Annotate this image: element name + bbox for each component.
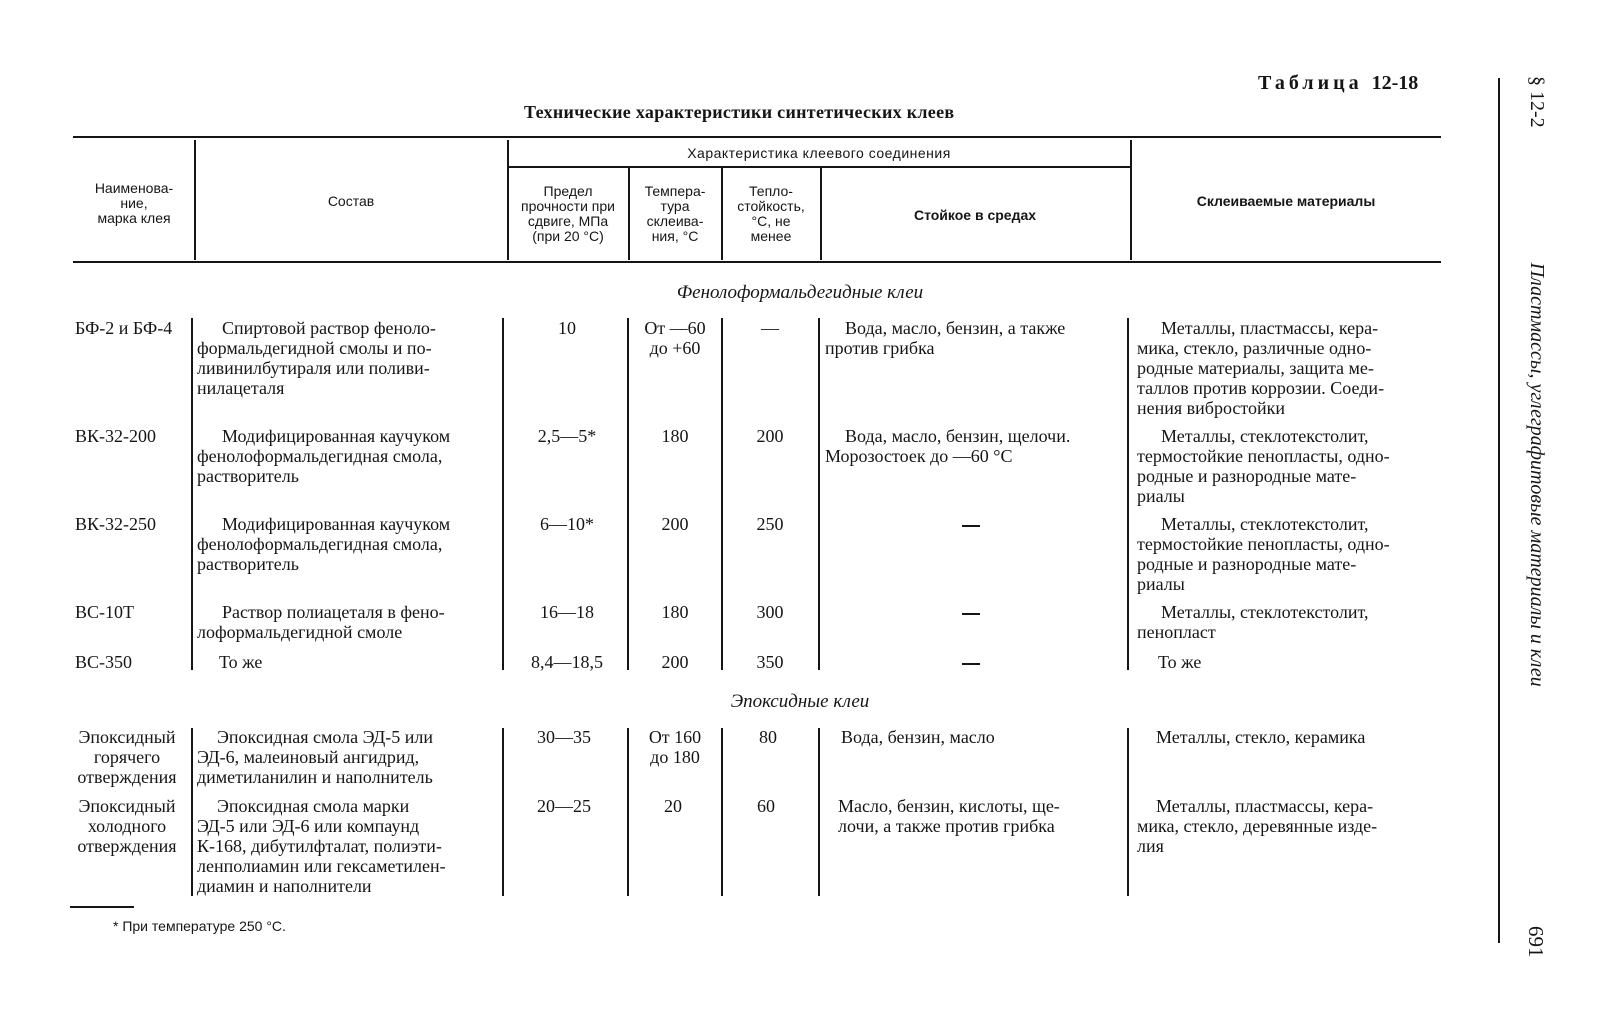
empty-media-dash bbox=[962, 663, 980, 665]
row-composition-cont bbox=[197, 338, 497, 398]
row-temperature: 180 bbox=[661, 602, 689, 622]
composition-line: лоформальдегидной смоле bbox=[197, 622, 403, 642]
row-media bbox=[825, 318, 1123, 338]
body-separator bbox=[721, 318, 723, 670]
row-strength: 16—18 bbox=[540, 602, 594, 622]
row-composition-cont bbox=[197, 747, 497, 787]
row-materials-cont bbox=[1137, 338, 1437, 418]
row-name: ВС-10Т bbox=[75, 602, 135, 622]
header-heat-line: менее bbox=[750, 228, 792, 244]
materials-line: термостойкие пенопласты, одно- bbox=[1137, 446, 1390, 466]
composition-line: ЭД-6, малеиновый ангидрид, bbox=[197, 747, 420, 767]
materials-line: родные и разнородные мате- bbox=[1137, 466, 1357, 486]
table-caption: Технические характеристики синтетических клеев bbox=[524, 102, 955, 122]
composition-line: фенолоформальдегидная смола, bbox=[197, 446, 443, 466]
header-heat-line: стойкость, bbox=[737, 198, 805, 214]
header-heat-resistance bbox=[722, 182, 820, 246]
header-strength bbox=[506, 182, 630, 246]
media-line: Вода, масло, бензин, щелочи. bbox=[845, 426, 1071, 446]
empty-media-dash bbox=[962, 613, 980, 615]
row-composition bbox=[197, 796, 494, 816]
header-heat-line: Тепло- bbox=[749, 183, 793, 199]
composition-line: нилацеталя bbox=[197, 378, 285, 398]
body-separator bbox=[818, 728, 820, 896]
row-composition bbox=[197, 426, 497, 446]
empty-media-dash bbox=[962, 525, 980, 527]
materials-line: Металлы, стеклотекстолит, bbox=[1161, 514, 1369, 534]
composition-line: диметиланилин и наполнитель bbox=[197, 767, 433, 787]
running-title bbox=[1525, 76, 1548, 936]
temperature-line: до +60 bbox=[649, 338, 701, 358]
row-composition-cont bbox=[197, 622, 497, 642]
materials-line: Металлы, стеклотекстолит, bbox=[1161, 602, 1369, 622]
media-line: против грибка bbox=[825, 338, 935, 358]
body-separator bbox=[191, 728, 193, 896]
row-materials bbox=[1137, 318, 1437, 338]
row-temperature: 20 bbox=[664, 796, 682, 816]
row-strength: 2,5—5* bbox=[537, 426, 597, 446]
page-number: 691 bbox=[1524, 926, 1548, 958]
row-strength: 20—25 bbox=[537, 796, 591, 816]
row-heat: 200 bbox=[756, 426, 784, 446]
materials-line: нения вибростойки bbox=[1137, 398, 1286, 418]
row-composition bbox=[197, 514, 497, 534]
row-materials: То же bbox=[1158, 652, 1202, 672]
running-title-text: Пластмассы, углеграфитовые материалы и клеи bbox=[1526, 262, 1548, 687]
row-heat: 80 bbox=[759, 727, 777, 747]
header-name-line: ние, bbox=[120, 194, 148, 211]
media-line: Морозостоек до —60 °С bbox=[825, 446, 1013, 466]
row-media-cont bbox=[838, 816, 1114, 836]
composition-line: К-168, дибутилфталат, полиэти- bbox=[197, 836, 442, 856]
body-separator bbox=[1127, 318, 1129, 670]
row-strength: 10 bbox=[558, 318, 576, 338]
table-label-word: Таблица bbox=[1258, 72, 1363, 94]
section-title-epoxy: Эпоксидные клеи bbox=[730, 691, 870, 712]
header-strength-line: сдвиге, МПа bbox=[527, 213, 609, 229]
row-composition-cont bbox=[197, 534, 497, 574]
row-temperature: 200 bbox=[661, 652, 689, 672]
header-materials: Склеиваемые материалы bbox=[1196, 192, 1376, 209]
row-materials bbox=[1137, 602, 1437, 622]
row-heat: 250 bbox=[756, 514, 784, 534]
header-media: Стойкое в средах bbox=[913, 206, 1037, 223]
table-top-rule bbox=[73, 136, 1441, 138]
row-heat: 60 bbox=[757, 796, 775, 816]
header-temperature bbox=[630, 182, 720, 246]
temperature-line: От —60 bbox=[644, 318, 706, 338]
row-materials-cont bbox=[1137, 816, 1433, 856]
header-temperature-line: тура bbox=[660, 198, 690, 214]
header-strength-line: (при 20 °С) bbox=[532, 228, 604, 244]
row-strength: 30—35 bbox=[537, 727, 591, 747]
body-separator bbox=[627, 318, 629, 670]
materials-line: мика, стекло, различные одно- bbox=[1137, 338, 1372, 358]
row-materials-cont bbox=[1137, 446, 1437, 506]
composition-line: Раствор полиацеталя в фено- bbox=[222, 602, 445, 622]
row-temperature: 180 bbox=[661, 426, 689, 446]
media-line: Вода, масло, бензин, а также bbox=[845, 318, 1066, 338]
row-name: ВК-32-200 bbox=[75, 426, 156, 446]
row-name: БФ-2 и БФ-4 bbox=[75, 318, 173, 338]
row-heat: 350 bbox=[756, 652, 784, 672]
header-joint-characteristics: Характеристика клеевого соединения bbox=[687, 144, 951, 161]
temperature-line: От 160 bbox=[648, 727, 702, 747]
row-composition-cont bbox=[197, 446, 497, 486]
composition-line: Модифицированная каучуком bbox=[222, 514, 451, 534]
composition-line: Эпоксидная смола марки bbox=[217, 796, 410, 816]
group-header-rule bbox=[508, 166, 1130, 168]
row-composition bbox=[197, 318, 497, 338]
materials-line: лия bbox=[1137, 836, 1164, 856]
row-name: ВК-32-250 bbox=[75, 514, 156, 534]
name-line: Эпоксидный bbox=[78, 796, 176, 816]
composition-line: растворитель bbox=[197, 466, 299, 486]
row-materials bbox=[1137, 796, 1433, 816]
temperature-line: до 180 bbox=[650, 747, 700, 767]
row-media bbox=[838, 796, 1114, 816]
header-name-line: Наименова- bbox=[94, 179, 174, 196]
row-composition: То же bbox=[219, 652, 263, 672]
row-heat: — bbox=[761, 318, 779, 338]
composition-line: Эпоксидная смола ЭД-5 или bbox=[217, 727, 433, 747]
header-strength-line: прочности при bbox=[521, 198, 615, 214]
header-name-line: марка клея bbox=[97, 209, 171, 226]
materials-line: Металлы, пластмассы, кера- bbox=[1156, 796, 1374, 816]
materials-line: риалы bbox=[1137, 486, 1185, 506]
materials-line: пенопласт bbox=[1137, 622, 1216, 642]
margin-rule bbox=[1498, 78, 1500, 943]
row-temperature bbox=[630, 727, 720, 767]
row-composition bbox=[197, 602, 497, 622]
row-media: Вода, бензин, масло bbox=[841, 727, 995, 747]
row-temperature bbox=[630, 318, 720, 358]
row-name: ВС-350 bbox=[75, 652, 133, 672]
header-bottom-rule bbox=[73, 261, 1441, 263]
materials-line: родные материалы, защита ме- bbox=[1137, 358, 1374, 378]
footnote-rule bbox=[70, 906, 134, 908]
table-label bbox=[1258, 72, 1418, 95]
row-materials-cont bbox=[1137, 534, 1437, 594]
materials-line: Металлы, пластмассы, кера- bbox=[1161, 318, 1379, 338]
row-media-cont bbox=[825, 338, 1123, 358]
header-name bbox=[76, 178, 192, 228]
body-separator bbox=[1127, 728, 1129, 896]
composition-line: Спиртовой раствор феноло- bbox=[222, 318, 436, 338]
row-materials bbox=[1137, 426, 1437, 446]
composition-line: ленполиамин или гексаметилен- bbox=[197, 856, 446, 876]
name-line: горячего bbox=[93, 747, 161, 767]
header-composition: Состав bbox=[327, 192, 375, 209]
row-strength: 6—10* bbox=[540, 514, 594, 534]
section-title-phenolic: Фенолоформальдегидные клеи bbox=[676, 282, 924, 303]
body-separator bbox=[502, 318, 504, 670]
row-strength: 8,4—18,5 bbox=[531, 652, 603, 672]
composition-line: формальдегидной смолы и по- bbox=[197, 338, 432, 358]
row-materials bbox=[1137, 514, 1437, 534]
header-temperature-line: склеива- bbox=[646, 213, 704, 229]
section-marker: § 12-2 bbox=[1526, 76, 1548, 128]
row-name bbox=[68, 727, 186, 787]
row-media-cont bbox=[825, 446, 1123, 466]
row-temperature: 200 bbox=[661, 514, 689, 534]
row-composition-cont bbox=[197, 816, 494, 896]
materials-line: термостойкие пенопласты, одно- bbox=[1137, 534, 1390, 554]
header-temperature-line: Темпера- bbox=[644, 183, 706, 199]
name-line: отверждения bbox=[77, 767, 177, 787]
row-composition bbox=[197, 727, 497, 747]
media-line: лочи, а также против грибка bbox=[838, 816, 1055, 836]
row-name bbox=[68, 796, 186, 856]
media-line: Масло, бензин, кислоты, ще- bbox=[838, 796, 1060, 816]
body-separator bbox=[818, 318, 820, 670]
materials-line: мика, стекло, деревянные изде- bbox=[1137, 816, 1378, 836]
composition-line: фенолоформальдегидная смола, bbox=[197, 534, 443, 554]
header-strength-line: Предел bbox=[543, 183, 593, 199]
header-heat-line: °С, не bbox=[751, 213, 791, 229]
header-temperature-line: ния, °С bbox=[651, 228, 699, 244]
composition-line: диамин и наполнители bbox=[197, 876, 372, 896]
row-heat: 300 bbox=[756, 602, 784, 622]
body-separator bbox=[502, 728, 504, 896]
table-number: 12-18 bbox=[1371, 72, 1419, 94]
composition-line: ЭД-5 или ЭД-6 или компаунд bbox=[197, 816, 420, 836]
materials-line: риалы bbox=[1137, 574, 1185, 594]
materials-line: родные и разнородные мате- bbox=[1137, 554, 1357, 574]
name-line: Эпоксидный bbox=[78, 727, 176, 747]
row-media bbox=[825, 426, 1123, 446]
name-line: отверждения bbox=[77, 836, 177, 856]
materials-line: Металлы, стеклотекстолит, bbox=[1161, 426, 1369, 446]
footnote: * При температуре 250 °С. bbox=[113, 918, 286, 934]
row-materials-cont bbox=[1137, 622, 1437, 642]
row-materials: Металлы, стекло, керамика bbox=[1156, 727, 1366, 747]
name-line: холодного bbox=[87, 816, 167, 836]
materials-line: таллов против коррозии. Соеди- bbox=[1137, 378, 1385, 398]
composition-line: ливинилбутираля или поливи- bbox=[197, 358, 430, 378]
composition-line: Модифицированная каучуком bbox=[222, 426, 451, 446]
composition-line: растворитель bbox=[197, 554, 299, 574]
